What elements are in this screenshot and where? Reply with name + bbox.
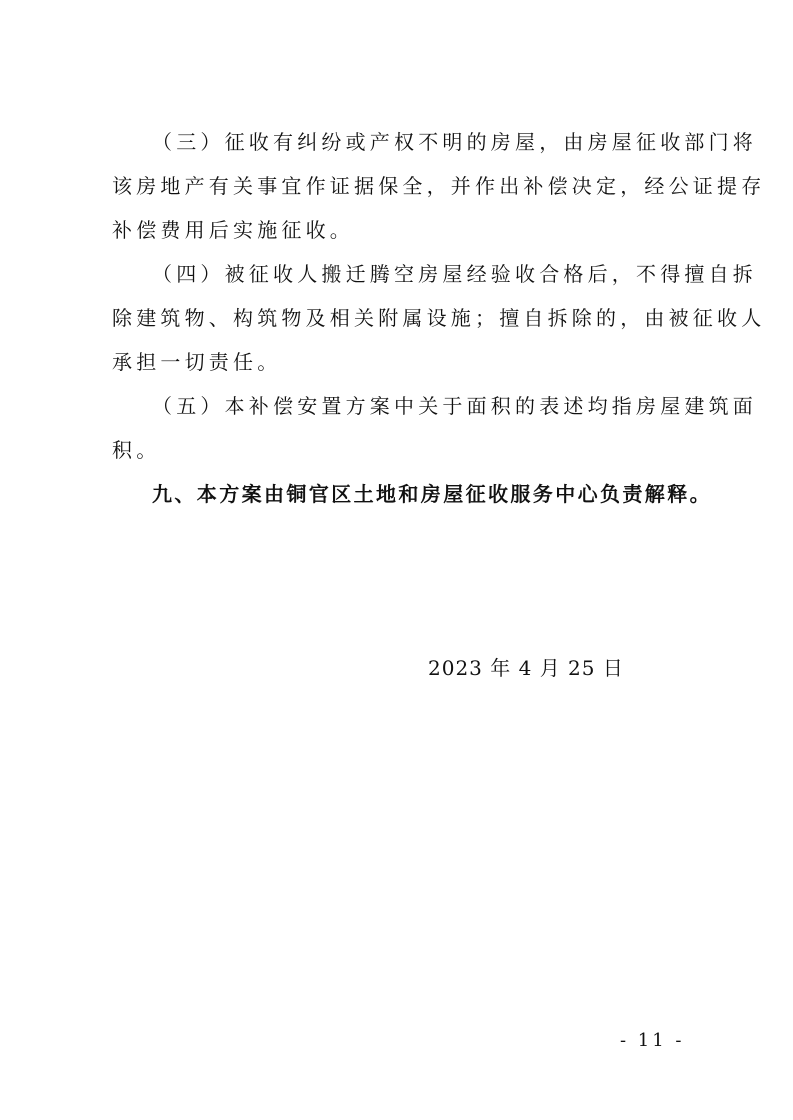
section-nine-heading: 九、本方案由铜官区土地和房屋征收服务中心负责解释。 (152, 482, 712, 506)
paragraph-4-line-1: （四）被征收人搬迁腾空房屋经验收合格后，不得擅自拆 (152, 262, 757, 286)
paragraph-4-line-2: 除建筑物、构筑物及相关附属设施；擅自拆除的，由被征收人 (112, 306, 766, 330)
paragraph-3-line-1: （三）征收有纠纷或产权不明的房屋，由房屋征收部门将 (152, 130, 757, 154)
paragraph-5-line-1: （五）本补偿安置方案中关于面积的表述均指房屋建筑面 (152, 394, 757, 418)
document-date: 2023 年 4 月 25 日 (428, 656, 624, 680)
page-number: - 11 - (620, 1030, 685, 1051)
paragraph-3-line-3: 补偿费用后实施征收。 (112, 218, 354, 242)
paragraph-3-line-2: 该房地产有关事宜作证据保全，并作出补偿决定，经公证提存 (112, 174, 766, 198)
paragraph-5-line-2: 积。 (112, 438, 161, 462)
paragraph-4-line-3: 承担一切责任。 (112, 350, 282, 374)
